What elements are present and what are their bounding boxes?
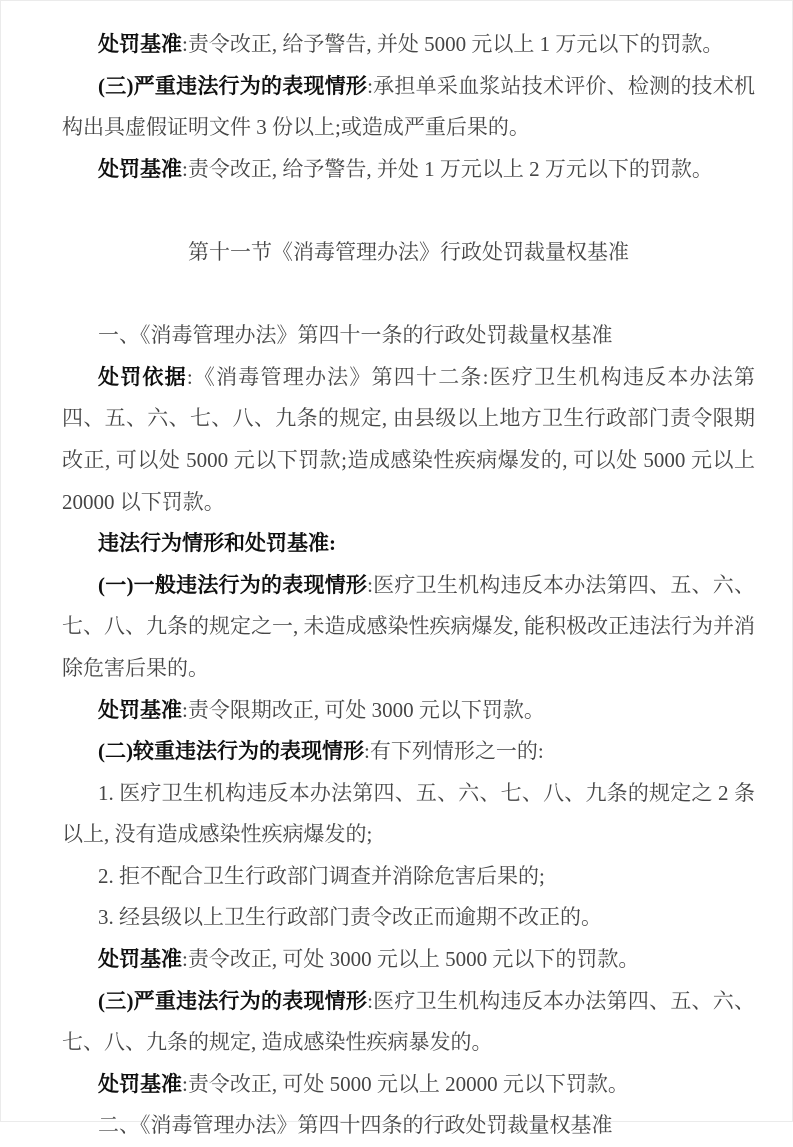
text-run: :责令改正, 可处 3000 元以上 5000 元以下的罚款。	[182, 947, 640, 972]
blank-line	[62, 274, 755, 316]
bold-label: (三)严重违法行为的表现情形	[98, 988, 368, 1013]
text-run: :有下列情形之一的:	[364, 739, 544, 764]
paragraph	[62, 565, 755, 690]
text-run: :责令改正, 给予警告, 并处 5000 元以上 1 万元以下的罚款。	[182, 32, 724, 56]
text-run: :医疗卫生机构违反本办法第四、五、六、七、八、九条的规定之一, 未造成感染性疾病爆发, 能积极改正违法行为并消除危害后果的。	[62, 572, 755, 680]
text-run: 2. 拒不配合卫生行政部门调查并消除危害后果的;	[98, 863, 545, 888]
paragraph	[62, 897, 755, 939]
bold-label: 处罚基准	[98, 947, 182, 972]
text-run: 第十一节《消毒管理办法》行政处罚裁量权基准	[188, 239, 629, 264]
paragraph	[62, 939, 755, 981]
text-run: :《消毒管理办法》第四十二条:医疗卫生机构违反本办法第四、五、六、七、八、九条的规定, 由县级以上地方卫生行政部门责令限期改正, 可以处 5000 元以下罚款;造成感染性疾病爆发的, 可以处 5000 元以上 20000 以下罚款。	[62, 364, 755, 514]
bold-label: (三)严重违法行为的表现情形	[98, 73, 368, 98]
paragraph	[62, 981, 755, 1064]
bold-label: 处罚基准	[98, 697, 182, 722]
bold-label: 处罚依据	[98, 364, 187, 389]
text-run: :责令改正, 可处 5000 元以上 20000 元以下罚款。	[182, 1071, 629, 1096]
bold-label: 处罚基准	[98, 1071, 182, 1096]
paragraph	[62, 66, 755, 149]
paragraph	[62, 856, 755, 898]
text-run: 3. 经县级以上卫生行政部门责令改正而逾期不改正的。	[98, 905, 602, 930]
document-body	[62, 24, 755, 1147]
blank-line	[62, 190, 755, 232]
bold-label: 违法行为情形和处罚基准:	[98, 531, 336, 556]
paragraph	[62, 773, 755, 856]
paragraph	[62, 357, 755, 523]
paragraph	[62, 523, 755, 565]
text-run: :医疗卫生机构违反本办法第四、五、六、七、八、九条的规定, 造成感染性疾病暴发的。	[62, 988, 755, 1055]
paragraph	[62, 1064, 755, 1106]
bold-label: 处罚基准	[98, 156, 182, 181]
paragraph	[62, 24, 755, 66]
bold-label: 处罚基准	[98, 32, 182, 56]
text-run: :承担单采血浆站技术评价、检测的技术机构出具虚假证明文件 3 份以上;或造成严重后果的。	[62, 73, 755, 140]
bold-label: (二)较重违法行为的表现情形	[98, 739, 364, 764]
bold-label: (一)一般违法行为的表现情形	[98, 572, 368, 597]
text-run: :责令改正, 给予警告, 并处 1 万元以上 2 万元以下的罚款。	[182, 156, 713, 181]
paragraph	[62, 1105, 755, 1147]
section-heading	[62, 232, 755, 274]
paragraph	[62, 690, 755, 732]
paragraph	[62, 315, 755, 357]
text-run: 一、《消毒管理办法》第四十一条的行政处罚裁量权基准	[98, 323, 613, 348]
text-run: 二、《消毒管理办法》第四十四条的行政处罚裁量权基准	[98, 1113, 613, 1138]
text-run: 1. 医疗卫生机构违反本办法第四、五、六、七、八、九条的规定之 2 条以上, 没有造成感染性疾病爆发的;	[62, 780, 755, 847]
paragraph	[62, 731, 755, 773]
text-run: :责令限期改正, 可处 3000 元以下罚款。	[182, 697, 545, 722]
paragraph	[62, 149, 755, 191]
